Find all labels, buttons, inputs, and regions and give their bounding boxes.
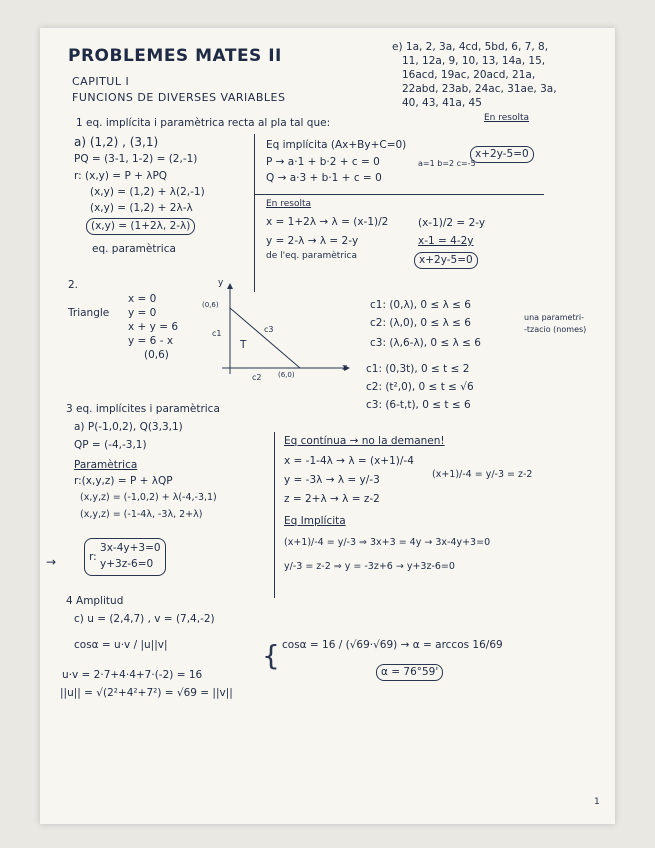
notebook-page: PROBLEMES MATES II CAPITUL I FUNCIONS DE DIVERSES VARIABLES e) 1a, 2, 3a, 4cd, 5bd, 6, 7, 8, 11, 12a, 9, 10, 13, 14a, 15, 16acd, 19ac, 20acd, 21a, 22abd, 23ab, 24ac, 31ae, 3a, 40, 43, 41a, 45 En resolta 1 eq. implícita i paramètrica recta al pla tal que: a) (1,2) , (3,1) PQ = (3-1, 1-2) = (2,-1) r: (x,y) = P + λPQ (x,y) = (1,2) + λ(2,-1) (x,y) = (1,2) + 2λ-λ (x,y) = (1+2λ, 2-λ) eq. paramètrica Eq implícita (Ax+By+C=0) P → a·1 + b·2 + c = 0 Q → a·3 + b·1 + c = 0 a=1 b=2 c=-5 x+2y-5=0 En resolta x = 1+2λ → λ = (x-1)/2 y = 2-λ → λ = 2-y de l'eq. paramètrica (x-1)/2 = 2-y x-1 = 4-2y x+2y-5=0 2. Triangle x = 0 y = 0 x + y = 6 y = 6 - x (0,6) y x (0,6) (6,0) T c1 c2 c3 c1: (0,λ), 0 ≤ λ ≤ 6 c2: (λ,0), 0 ≤ λ ≤ 6 c3: (λ,6-λ), 0 ≤ λ ≤ 6 una parametri- -tzacio (nomes) c1: (0,3t), 0 ≤ t ≤ 2 c2: (t²,0), 0 ≤ t ≤ √6 c3: (6-t,t), 0 ≤ t ≤ 6 3 eq. implícites i paramètrica a) P(-1,0,2), Q(3,3,1) QP = (-4,-3,1) Paramètrica r:(x,y,z) = P + λQP (x,y,z) = (-1,0,2) + λ(-4,-3,1) (x,y,z) = (-1-4λ, -3λ, 2+λ) → r: 3x-4y+3=0 y+3z-6=0 Eq contínua → no la demanen! x = -1-4λ → λ = (x+1)/-4 y = -3λ → λ = y/-3 z = 2+λ → λ = z-2 (x+1)/-4 = y/-3 = z-2 Eq Implícita (x+1)/-4 = y/-3 ⇒ 3x+3 = 4y → 3x-4y+3=0 y/-3 = z-2 ⇒ y = -3z+6 → y+3z-6=0 4 Amplitud c) u = (2,4,7) , v = (7,4,-2) cosα = u·v / |u||v| u·v = 2·7+4·4+7·(-2) = 16 ||u|| = √(2²+4²+7²) = √69 = ||v|| { cosα = 16 / (√69·√69) → α = arccos 16/69 α = 76°59' 1: [40, 28, 615, 824]
chapter-label: CAPITUL I: [72, 75, 130, 88]
divider: [254, 194, 544, 195]
divider: [254, 134, 255, 292]
brace: {: [262, 639, 280, 672]
alt-result: x+2y-5=0: [414, 252, 478, 269]
implicit-result: x+2y-5=0: [470, 146, 534, 163]
subtitle: FUNCIONS DE DIVERSES VARIABLES: [72, 91, 286, 104]
parametric-result: (x,y) = (1+2λ, 2-λ): [86, 218, 195, 235]
triangle-graph: [192, 278, 357, 378]
corner-label: En resolta: [484, 113, 530, 123]
divider: [274, 432, 275, 598]
page-title: PROBLEMES MATES II: [68, 46, 282, 66]
y-axis-arrow: [227, 283, 233, 289]
implicit-system: r: 3x-4y+3=0 y+3z-6=0: [84, 538, 166, 576]
arrow-left: →: [46, 555, 57, 569]
page-number: 1: [594, 797, 600, 807]
hypotenuse: [230, 308, 300, 368]
problem-1-heading: 1 eq. implícita i paramètrica recta al pla tal que:: [76, 117, 331, 129]
angle-result: α = 76°59': [376, 664, 443, 681]
